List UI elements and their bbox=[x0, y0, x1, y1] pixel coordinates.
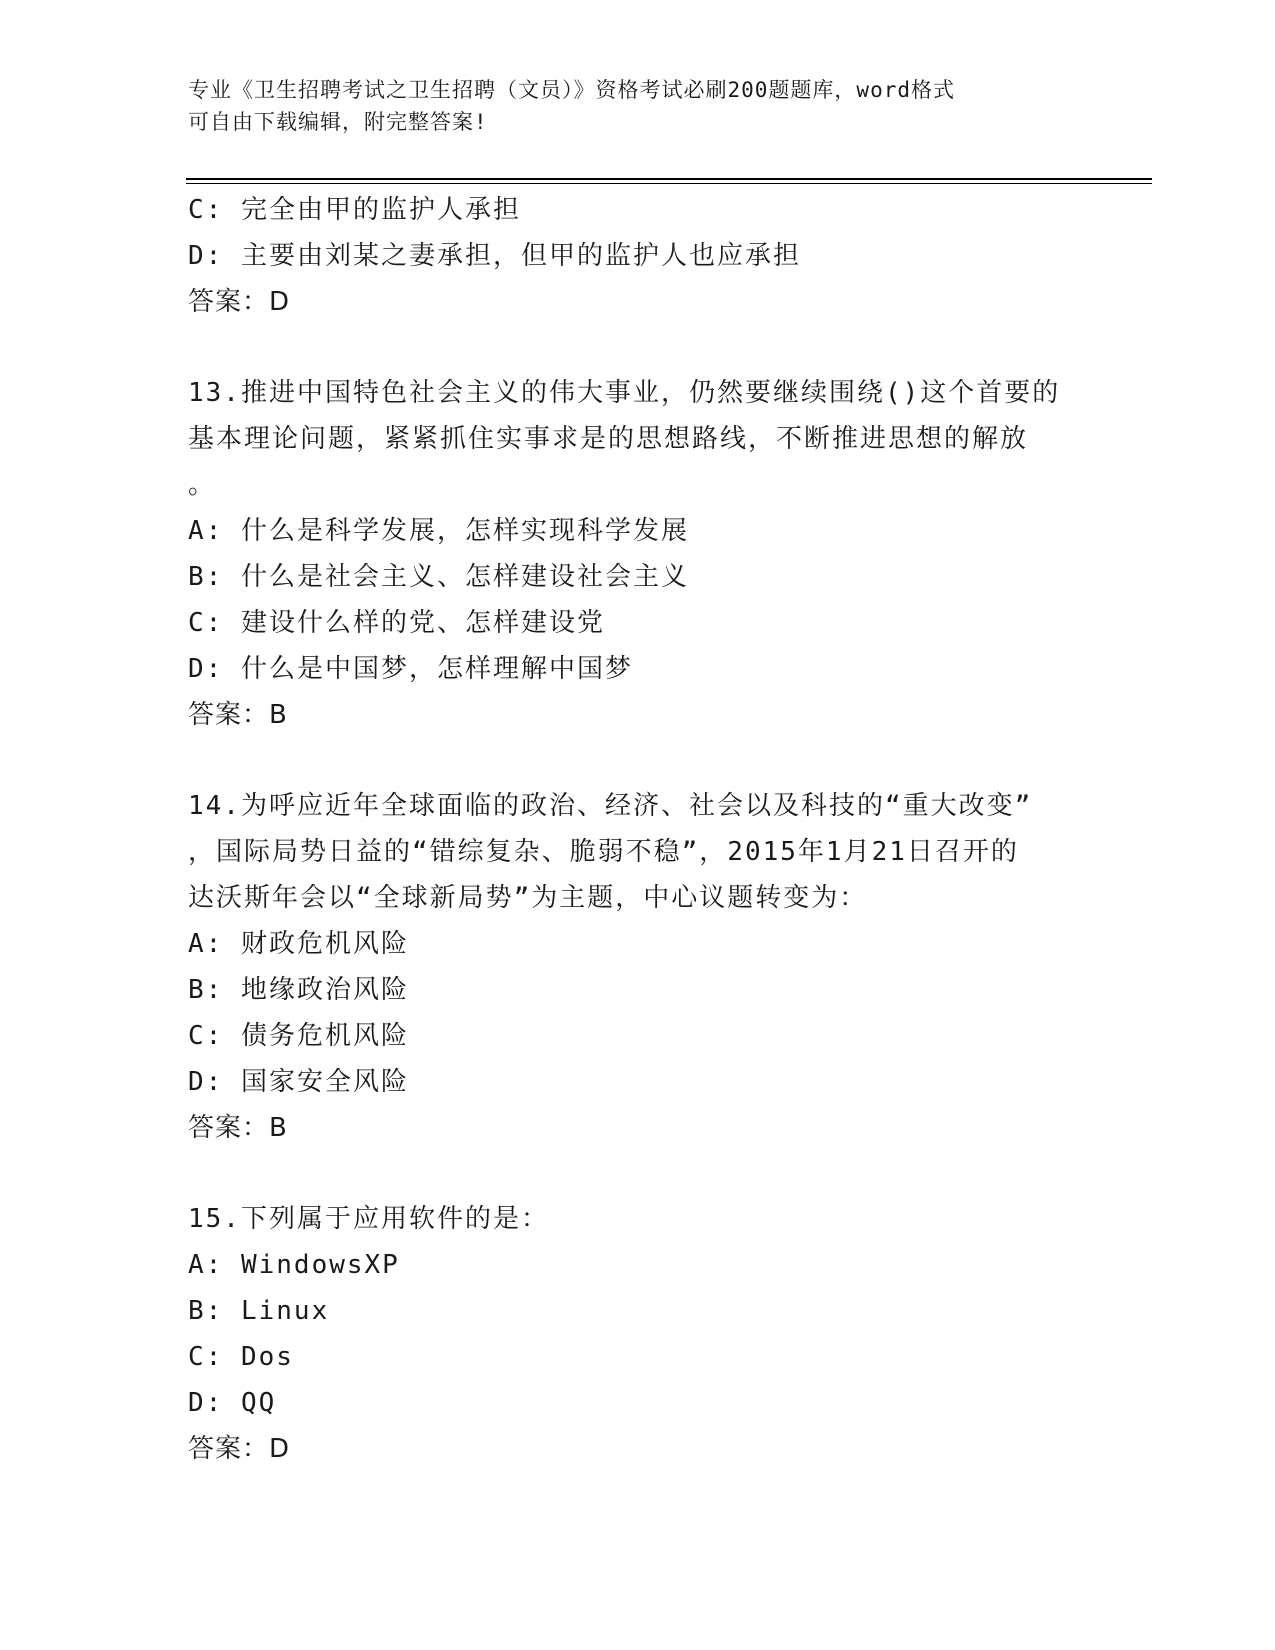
question-12-option-d: D: 主要由刘某之妻承担，但甲的监护人也应承担 bbox=[188, 241, 801, 271]
question-spacer bbox=[188, 1151, 1088, 1196]
question-13-stem-line-1: 13.推进中国特色社会主义的伟大事业，仍然要继续围绕()这个首要的 bbox=[188, 378, 1061, 408]
question-14-stem-line-2: ，国际局势日益的“错综复杂、脆弱不稳”，2015年1月21日召开的 bbox=[188, 837, 1019, 867]
question-15-option-a: A: WindowsXP bbox=[188, 1250, 400, 1280]
question-14 bbox=[188, 783, 1088, 1151]
header-title-line-2: 可自由下载编辑，附完整答案! bbox=[188, 110, 488, 134]
question-13-stem-line-2: 基本理论问题，紧紧抓住实事求是的思想路线，不断推进思想的解放 bbox=[188, 424, 1029, 454]
question-list bbox=[188, 187, 1088, 1472]
question-14-option-b: B: 地缘政治风险 bbox=[188, 975, 409, 1005]
question-14-answer: 答案：B bbox=[188, 1113, 288, 1143]
question-15-stem-line-1: 15.下列属于应用软件的是： bbox=[188, 1204, 549, 1234]
question-15-answer: 答案：D bbox=[188, 1434, 291, 1464]
question-15 bbox=[188, 1196, 1088, 1472]
question-13-option-c: C: 建设什么样的党、怎样建设党 bbox=[188, 608, 605, 638]
question-15-option-c: C: Dos bbox=[188, 1342, 294, 1372]
question-13-option-d: D: 什么是中国梦，怎样理解中国梦 bbox=[188, 654, 633, 684]
question-13 bbox=[188, 370, 1088, 738]
question-spacer bbox=[188, 738, 1088, 783]
question-14-option-d: D: 国家安全风险 bbox=[188, 1067, 409, 1097]
question-15-option-d: D: QQ bbox=[188, 1388, 277, 1418]
question-14-stem-line-1: 14.为呼应近年全球面临的政治、经济、社会以及科技的“重大改变” bbox=[188, 791, 1033, 821]
question-12-answer: 答案：D bbox=[188, 287, 291, 317]
question-14-option-a: A: 财政危机风险 bbox=[188, 929, 409, 959]
question-13-stem-line-3: 。 bbox=[188, 470, 217, 500]
question-14-option-c: C: 债务危机风险 bbox=[188, 1021, 409, 1051]
header-divider-thin bbox=[186, 183, 1152, 184]
document-header bbox=[188, 74, 1068, 138]
question-13-option-b: B: 什么是社会主义、怎样建设社会主义 bbox=[188, 562, 689, 592]
question-13-option-a: A: 什么是科学发展，怎样实现科学发展 bbox=[188, 516, 689, 546]
header-divider-thick bbox=[186, 178, 1152, 180]
question-12-option-c: C: 完全由甲的监护人承担 bbox=[188, 195, 521, 225]
question-spacer bbox=[188, 325, 1088, 370]
question-12-tail bbox=[188, 187, 1088, 325]
question-14-stem-line-3: 达沃斯年会以“全球新局势”为主题，中心议题转变为： bbox=[188, 883, 868, 913]
header-title-line-1: 专业《卫生招聘考试之卫生招聘（文员）》资格考试必刷200题题库，word格式 bbox=[188, 78, 955, 102]
question-15-option-b: B: Linux bbox=[188, 1296, 330, 1326]
question-13-answer: 答案：B bbox=[188, 700, 288, 730]
